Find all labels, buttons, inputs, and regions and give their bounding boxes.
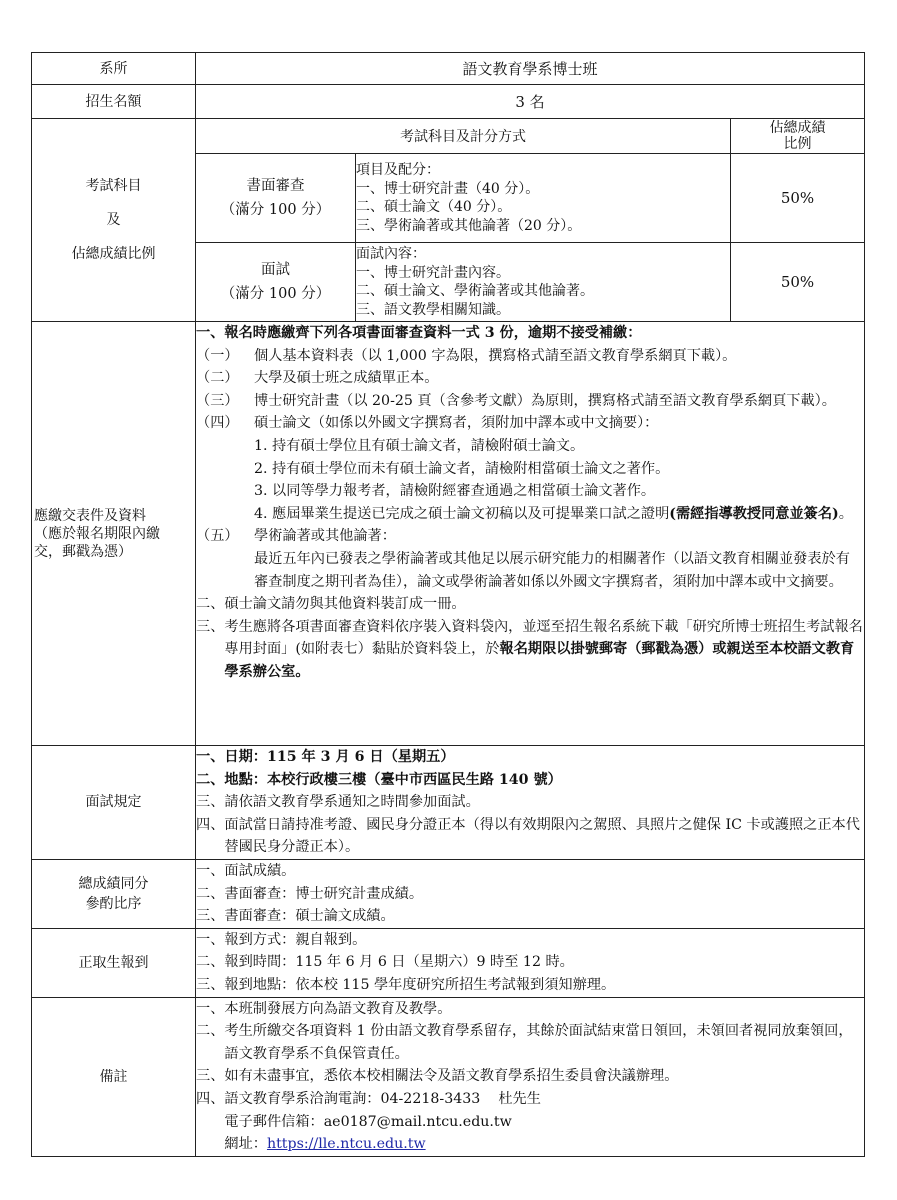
list-text: 考生應將各項書面審查資料依序裝入資料袋內，並逕至招生報名系統下載「研究所博士班招生考試報名專用封面」(如附表七）黏貼於資料袋上，於 bbox=[224, 618, 863, 658]
contact-web-label: 網址： bbox=[224, 1136, 267, 1153]
list-text: 以同等學力報考者，請檢附經審查通過之相當碩士論文著作。 bbox=[272, 483, 656, 500]
list-text: 請依語文教育學系通知之時間參加面試。 bbox=[224, 794, 480, 811]
notes-item bbox=[196, 1065, 864, 1088]
documents-section-1 bbox=[196, 322, 864, 345]
list-text: 報到地點：依本校 115 學年度研究所招生考試報到須知辦理。 bbox=[224, 976, 616, 993]
exam-detail-item: 一、博士研究計畫（40 分）。 bbox=[356, 180, 540, 197]
exam-detail-item: 二、碩士論文（40 分）。 bbox=[356, 199, 512, 215]
exam-detail-title: 項目及配分： bbox=[356, 162, 440, 178]
list-text-wrap bbox=[224, 616, 864, 684]
website-link[interactable]: https://lle.ntcu.edu.tw bbox=[266, 1136, 426, 1153]
notes-item bbox=[196, 1020, 864, 1065]
list-marker: 一、 bbox=[196, 325, 225, 341]
list-marker: 二、 bbox=[196, 596, 225, 613]
list-marker: 1. bbox=[254, 437, 268, 454]
list-marker: 一、 bbox=[196, 931, 225, 948]
enroll-row bbox=[32, 928, 865, 997]
documents-section-3 bbox=[196, 616, 864, 684]
documents-sub-item bbox=[196, 345, 864, 368]
list-text-wrap bbox=[272, 503, 853, 526]
contact-email[interactable]: ae0187@mail.ntcu.edu.tw bbox=[323, 1113, 512, 1130]
list-text: 面試成績。 bbox=[224, 862, 296, 879]
list-text: 報名時應繳齊下列各項書面審查資料一式 3 份，逾期不接受補繳： bbox=[224, 325, 642, 341]
list-marker: 二、 bbox=[196, 954, 225, 971]
list-text: 個人基本資料表（以 1,000 字為限，撰寫格式請至語文教育學系網頁下載）。 bbox=[254, 347, 737, 364]
admission-table bbox=[31, 52, 865, 1157]
interview-content bbox=[196, 746, 865, 860]
list-text: 考生所繳交各項資料 1 份由語文教育學系留存，其餘於面試結束當日領回，未領回者視同放棄領回，語文教育學系不負保管責任。 bbox=[224, 1023, 853, 1062]
notes-item bbox=[196, 998, 864, 1021]
list-marker: （三） bbox=[196, 392, 239, 409]
list-text: 大學及碩士班之成績單正本。 bbox=[254, 370, 439, 387]
thesis-item bbox=[196, 435, 864, 458]
enroll-item bbox=[196, 951, 864, 974]
exam-method-header: 考試科目及計分方式 bbox=[196, 119, 731, 154]
exam-label-line: 考試科目 bbox=[85, 178, 142, 194]
list-text: 日期：115 年 3 月 6 日（星期五） bbox=[224, 749, 455, 765]
thesis-item bbox=[196, 480, 864, 503]
interview-item bbox=[196, 746, 864, 769]
documents-label-line: 交，郵戳為憑） bbox=[34, 543, 132, 560]
exam-detail-item: 三、語文教學相關知識。 bbox=[356, 301, 510, 318]
contact-person: 杜先生 bbox=[498, 1090, 541, 1107]
exam-label bbox=[32, 119, 196, 322]
list-text: 博士研究計畫（以 20-25 頁（含參考文獻）為原則，撰寫格式請至語文教育學系網頁下載）。 bbox=[254, 392, 836, 409]
exam-method-name: 書面審查 bbox=[246, 178, 305, 194]
list-marker: 4. bbox=[254, 505, 268, 522]
interview-item bbox=[196, 814, 864, 859]
contact-web-line bbox=[224, 1133, 864, 1156]
exam-ratio-header bbox=[731, 119, 865, 154]
exam-ratio: 50% bbox=[731, 154, 865, 243]
documents-section-2 bbox=[196, 593, 864, 616]
enroll-item bbox=[196, 929, 864, 952]
documents-sub-item bbox=[196, 412, 864, 435]
list-text: 書面審查：碩士論文成績。 bbox=[224, 908, 395, 925]
list-text: 碩士論文（如係以外國文字撰寫者，須附加中譯本或中文摘要）： bbox=[254, 415, 659, 432]
enroll-item bbox=[196, 974, 864, 997]
list-marker: （五） bbox=[196, 528, 239, 545]
contact-block bbox=[224, 1088, 864, 1156]
quota-value: 3 名 bbox=[196, 85, 865, 119]
list-marker: （二） bbox=[196, 370, 239, 387]
list-marker: 一、 bbox=[196, 1000, 225, 1017]
contact-phone-line bbox=[224, 1088, 864, 1111]
list-text: 地點：本校行政樓三樓（臺中市西區民生路 140 號） bbox=[224, 771, 562, 788]
interview-row bbox=[32, 746, 865, 860]
list-text: 學術論著或其他論著： bbox=[254, 528, 396, 545]
list-text-bold: (需經指導教授同意並簽名) bbox=[669, 505, 839, 522]
exam-ratio: 50% bbox=[731, 243, 865, 322]
list-text-bold: 報名期限以掛號郵寄（郵戳為憑）或親送至本校語文教育學系辦公室。 bbox=[224, 641, 855, 680]
tiebreak-item bbox=[196, 860, 864, 883]
list-marker: 2. bbox=[254, 460, 268, 477]
documents-sub-item bbox=[196, 390, 864, 413]
notes-row bbox=[32, 997, 865, 1156]
interview-item bbox=[196, 791, 864, 814]
list-text: 持有碩士學位而未有碩士論文者，請檢附相當碩士論文之著作。 bbox=[272, 460, 670, 477]
list-text: 本班制發展方向為語文教育及教學。 bbox=[224, 1000, 452, 1017]
exam-method-cell bbox=[196, 243, 356, 322]
documents-label-line: 應繳交表件及資料 bbox=[34, 507, 146, 524]
list-marker: 三、 bbox=[196, 908, 225, 925]
documents-sub-item bbox=[196, 367, 864, 390]
exam-detail-item: 三、學術論著或其他論著（20 分）。 bbox=[356, 217, 582, 234]
list-marker: 四、 bbox=[196, 1090, 225, 1107]
exam-detail-item: 二、碩士論文、學術論著或其他論著。 bbox=[356, 283, 594, 299]
list-marker: 二、 bbox=[196, 771, 225, 788]
tiebreak-label-line: 總成績同分 bbox=[78, 875, 149, 892]
tiebreak-row bbox=[32, 859, 865, 928]
list-text: 面試當日請持准考證、國民身分證正本（得以有效期限內之駕照、具照片之健保 IC 卡或護照之正本代替國民身分證正本）。 bbox=[224, 816, 860, 856]
contact-email-line bbox=[224, 1111, 864, 1134]
list-text: 碩士論文請勿與其他資料裝訂成一冊。 bbox=[224, 596, 466, 613]
exam-detail-cell bbox=[356, 154, 731, 243]
list-text: 書面審查：博士研究計畫成績。 bbox=[224, 885, 424, 902]
list-marker: 三、 bbox=[196, 1068, 225, 1085]
documents-label bbox=[32, 322, 196, 746]
thesis-item bbox=[196, 458, 864, 481]
exam-detail-title: 面試內容： bbox=[356, 246, 426, 262]
contact-email-label: 電子郵件信箱： bbox=[224, 1113, 324, 1130]
enroll-content bbox=[196, 928, 865, 997]
tiebreak-label bbox=[32, 859, 196, 928]
list-text: 報到方式：親自報到。 bbox=[224, 931, 367, 948]
ratio-header-line: 比例 bbox=[783, 136, 812, 152]
exam-label-line: 及 bbox=[106, 212, 121, 228]
tiebreak-item bbox=[196, 905, 864, 928]
dept-row bbox=[32, 53, 865, 85]
dept-label: 系所 bbox=[32, 53, 196, 85]
list-text: 持有碩士學位且有碩士論文者，請檢附碩士論文。 bbox=[272, 437, 585, 454]
quota-row bbox=[32, 85, 865, 119]
list-marker: 一、 bbox=[196, 862, 225, 879]
exam-method-score: （滿分 100 分） bbox=[220, 202, 331, 218]
exam-detail-item: 一、博士研究計畫內容。 bbox=[356, 264, 510, 281]
list-marker: 一、 bbox=[196, 749, 225, 765]
list-marker: （四） bbox=[196, 415, 239, 432]
dept-value: 語文教育學系博士班 bbox=[196, 53, 865, 85]
exam-header-row bbox=[32, 119, 865, 154]
list-text: 報到時間：115 年 6 月 6 日（星期六）9 時至 12 時。 bbox=[224, 954, 574, 971]
tiebreak-label-line: 參酌比序 bbox=[85, 895, 142, 912]
list-marker: 四、 bbox=[196, 816, 225, 833]
exam-method-score: （滿分 100 分） bbox=[220, 286, 331, 302]
notes-content bbox=[196, 997, 865, 1156]
tiebreak-content bbox=[196, 859, 865, 928]
exam-label-line: 佔總成績比例 bbox=[71, 246, 156, 262]
thesis-item bbox=[196, 503, 864, 526]
documents-sub-body: 最近五年內已發表之學術論著或其他足以展示研究能力的相關著作（以語文教育相關並發表於有審查制度之期刊者為佳），論文或學術論著如係以外國文字撰寫者，須附加中譯本或中文摘要。 bbox=[254, 550, 850, 590]
tiebreak-item bbox=[196, 883, 864, 906]
list-text: 應屆畢業生提送已完成之碩士論文初稿以及可提畢業口試之證明 bbox=[272, 505, 670, 522]
list-marker: 二、 bbox=[196, 1023, 225, 1040]
contact-phone: 語文教育學系洽詢電詢：04-2218-3433 bbox=[224, 1090, 481, 1107]
interview-item bbox=[196, 769, 864, 792]
notes-contact bbox=[196, 1088, 864, 1156]
interview-label: 面試規定 bbox=[32, 746, 196, 860]
list-text: 如有未盡事宜，悉依本校相關法令及語文教育學系招生委員會決議辦理。 bbox=[224, 1068, 679, 1085]
documents-sub-item bbox=[196, 525, 864, 548]
list-marker: 三、 bbox=[196, 618, 225, 635]
list-marker: 三、 bbox=[196, 976, 225, 993]
list-marker: （一） bbox=[196, 347, 239, 364]
ratio-header-line: 佔總成績 bbox=[769, 120, 826, 136]
list-text-end: 。 bbox=[838, 505, 853, 522]
list-marker: 3. bbox=[254, 483, 268, 500]
list-marker: 二、 bbox=[196, 885, 225, 902]
list-marker: 三、 bbox=[196, 794, 225, 811]
documents-row bbox=[32, 322, 865, 746]
notes-label: 備註 bbox=[32, 997, 196, 1156]
documents-label-line: （應於報名期限內繳 bbox=[34, 525, 160, 542]
exam-method-cell bbox=[196, 154, 356, 243]
exam-detail-cell bbox=[356, 243, 731, 322]
documents-content bbox=[196, 322, 865, 746]
enroll-label: 正取生報到 bbox=[32, 928, 196, 997]
exam-method-name: 面試 bbox=[261, 262, 290, 278]
quota-label: 招生名額 bbox=[32, 85, 196, 119]
